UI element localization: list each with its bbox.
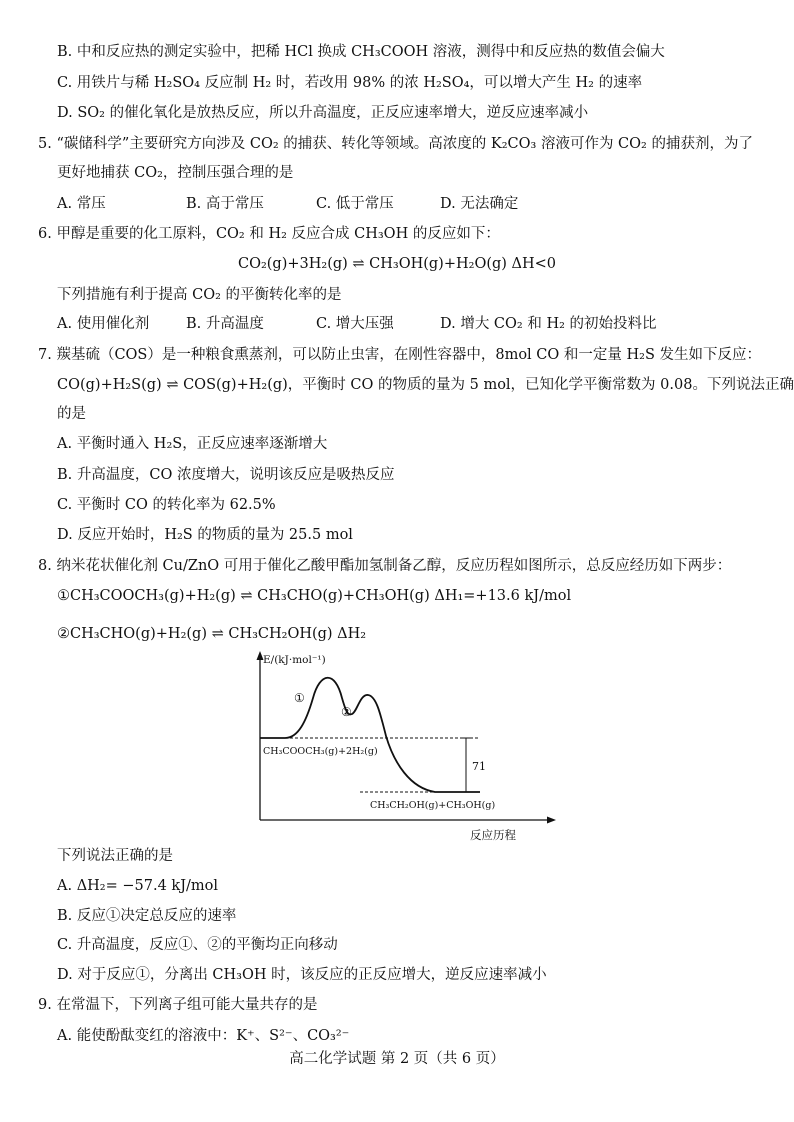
y-axis-label: E/(kJ·mol⁻¹) [263,654,326,666]
q7-stem-line3: 的是 [57,406,86,422]
q8-reaction-2: ②CH₃CHO(g)+H₂(g) ⇌ CH₃CH₂OH(g) ΔH₂ [57,626,367,642]
q6-equation: CO₂(g)+3H₂(g) ⇌ CH₃OH(g)+H₂O(g) ΔH<0 [237,256,557,272]
q8-reaction-1: ①CH₃COOCH₃(g)+H₂(g) ⇌ CH₃CHO(g)+CH₃OH(g) ΔH₁=+13.6 kJ/mol [57,588,572,604]
x-axis-arrow [547,817,556,824]
q6-stem-line1: 6. 甲醇是重要的化工原料，CO₂ 和 H₂ 反应合成 CH₃OH 的反应如下： [38,226,500,242]
q8-option-a: A. ΔH₂= −57.4 kJ/mol [57,878,219,894]
peak-2-label: ② [341,705,352,719]
energy-curve [260,678,480,792]
energy-gap-value: 71 [472,760,486,773]
q9-stem-line1: 9. 在常温下，下列离子组可能大量共存的是 [38,997,318,1013]
q6-stem-line2: 下列措施有利于提高 CO₂ 的平衡转化率的是 [57,287,342,303]
q8-stem-line2: 下列说法正确的是 [57,848,173,864]
q6-option-c: C. 增大压强 [316,316,394,332]
peak-1-label: ① [294,691,305,705]
q7-option-c: C. 平衡时 CO 的转化率为 62.5% [57,497,276,513]
energy-profile-diagram [230,648,560,848]
q4-option-b: B. 中和反应热的测定实验中，把稀 HCl 换成 CH₃COOH 溶液，测得中和反应热的数值会偏大 [57,44,665,60]
q6-option-b: B. 升高温度 [186,316,264,332]
q5-option-d: D. 无法确定 [440,196,519,212]
q4-option-c: C. 用铁片与稀 H₂SO₄ 反应制 H₂ 时，若改用 98% 的浓 H₂SO₄，可以增大产生 H₂ 的速率 [57,75,643,91]
product-label: CH₃CH₂OH(g)+CH₃OH(g) [370,800,496,811]
q9-option-a: A. 能使酚酞变红的溶液中：K⁺、S²⁻、CO₃²⁻ [57,1028,350,1044]
q8-option-b: B. 反应①决定总反应的速率 [57,908,237,924]
page-footer: 高二化学试题 第 2 页（共 6 页） [289,1051,505,1067]
q5-stem-line2: 更好地捕获 CO₂，控制压强合理的是 [57,165,294,181]
q4-option-d: D. SO₂ 的催化氧化是放热反应，所以升高温度，正反应速率增大，逆反应速率减小 [57,105,589,121]
reactant-label: CH₃COOCH₃(g)+2H₂(g) [263,746,378,757]
q5-option-a: A. 常压 [57,196,106,212]
q8-option-c: C. 升高温度，反应①、②的平衡均正向移动 [57,937,338,953]
q8-stem-line1: 8. 纳米花状催化剂 Cu/ZnO 可用于催化乙酸甲酯加氢制备乙醇，反应历程如图所示，总反应经历如下两步： [38,558,732,574]
q7-option-d: D. 反应开始时，H₂S 的物质的量为 25.5 mol [57,527,353,543]
q5-option-c: C. 低于常压 [316,196,394,212]
q5-stem-line1: 5. “碳储科学”主要研究方向涉及 CO₂ 的捕获、转化等领域。高浓度的 K₂CO₃ 溶液可作为 CO₂ 的捕获剂，为了 [38,136,753,152]
q8-option-d: D. 对于反应①，分离出 CH₃OH 时，该反应的正反应增大，逆反应速率减小 [57,967,547,983]
q7-option-a: A. 平衡时通入 H₂S，正反应速率逐渐增大 [57,436,328,452]
q7-stem-line2: CO(g)+H₂S(g) ⇌ COS(g)+H₂(g)，平衡时 CO 的物质的量为 5 mol，已知化学平衡常数为 0.08。下列说法正确 [57,377,794,393]
q5-option-b: B. 高于常压 [186,196,264,212]
q7-option-b: B. 升高温度，CO 浓度增大，说明该反应是吸热反应 [57,467,395,483]
q7-stem-line1: 7. 羰基硫（COS）是一种粮食熏蒸剂，可以防止虫害，在刚性容器中，8mol CO 和一定量 H₂S 发生如下反应： [38,347,762,363]
q6-option-d: D. 增大 CO₂ 和 H₂ 的初始投料比 [440,316,657,332]
q6-option-a: A. 使用催化剂 [57,316,150,332]
x-axis-label: 反应历程 [470,828,516,842]
